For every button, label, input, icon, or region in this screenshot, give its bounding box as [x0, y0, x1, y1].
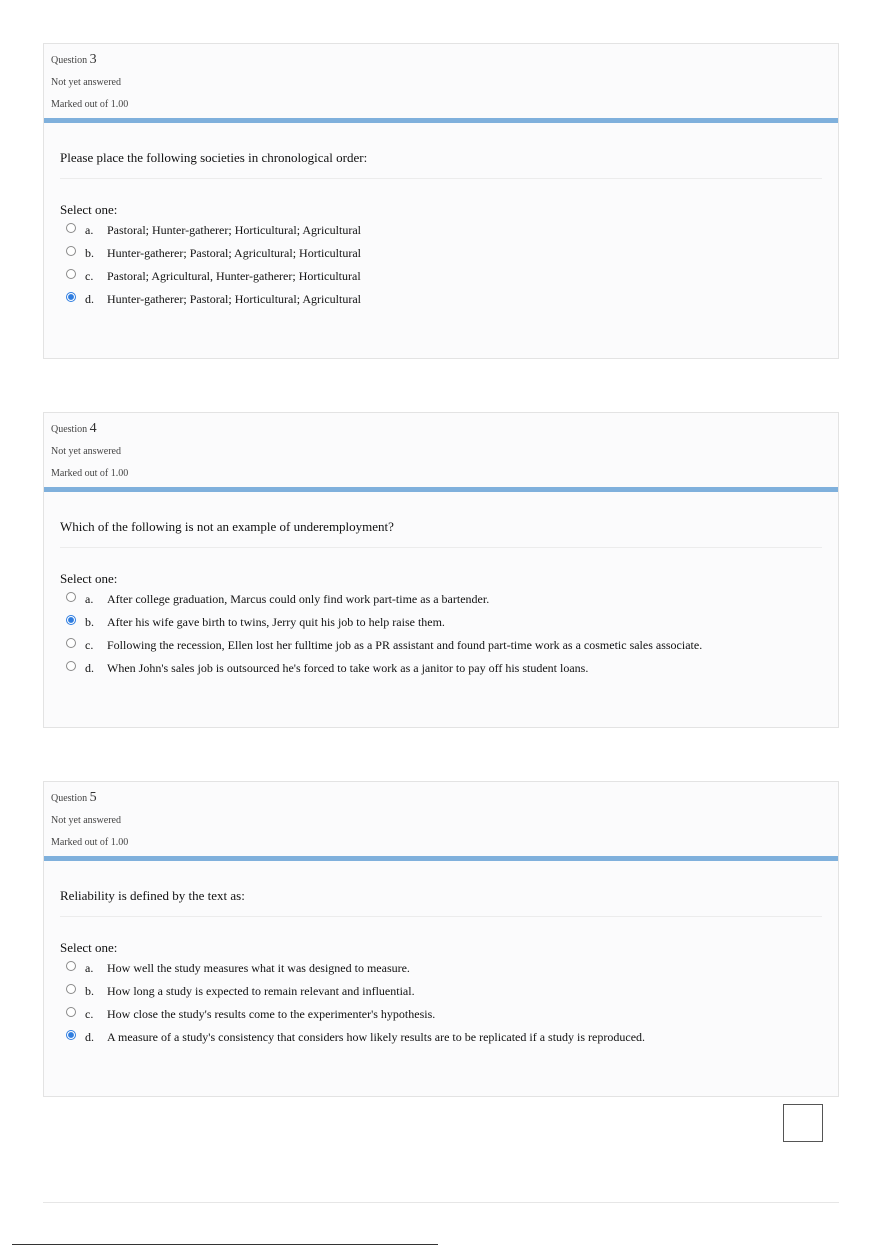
- question-text: Which of the following is not an example of underemployment?: [60, 519, 394, 534]
- option-letter: a.: [85, 592, 94, 606]
- question-info: [44, 782, 838, 857]
- navigation-button[interactable]: [783, 1104, 823, 1142]
- option-text[interactable]: A measure of a study's consistency that considers how likely results are to be replicated if a study is reproduced.: [107, 1030, 646, 1044]
- question-mark: Marked out of 1.00: [51, 468, 129, 479]
- radio-button[interactable]: [66, 592, 76, 602]
- radio-button[interactable]: [66, 984, 76, 994]
- option-letter: c.: [85, 638, 94, 652]
- question-number-value: 5: [89, 790, 97, 805]
- question-number-value: 4: [89, 421, 97, 436]
- option-text[interactable]: How long a study is expected to remain relevant and influential.: [107, 984, 415, 998]
- answer-option[interactable]: [66, 1004, 826, 1027]
- radio-button[interactable]: [66, 1007, 76, 1017]
- answer-option[interactable]: [66, 658, 826, 681]
- question-number-value: 3: [89, 52, 97, 67]
- answer-option[interactable]: [66, 243, 826, 266]
- question-number: Question 3: [51, 52, 97, 67]
- divider: [60, 916, 822, 917]
- option-letter: a.: [85, 223, 94, 237]
- question-accent-bar: [44, 856, 838, 861]
- answer-option[interactable]: [66, 635, 826, 658]
- option-text[interactable]: When John's sales job is outsourced he's forced to take work as a janitor to pay off his student loans.: [107, 661, 589, 675]
- answer-option[interactable]: [66, 981, 826, 1004]
- question-state: Not yet answered: [51, 815, 121, 826]
- option-letter: c.: [85, 1007, 94, 1021]
- question-info: [44, 44, 838, 119]
- footer-line: [12, 1244, 438, 1245]
- question-card: [43, 412, 839, 728]
- answer-list: [66, 589, 826, 681]
- option-text[interactable]: How well the study measures what it was designed to measure.: [107, 961, 410, 975]
- answer-option[interactable]: [66, 266, 826, 289]
- question-text: Reliability is defined by the text as:: [60, 888, 245, 903]
- option-text[interactable]: Pastoral; Hunter-gatherer; Horticultural; Agricultural: [107, 223, 362, 237]
- answer-option[interactable]: [66, 220, 826, 243]
- radio-button[interactable]: [66, 961, 76, 971]
- question-state: Not yet answered: [51, 77, 121, 88]
- option-text[interactable]: After his wife gave birth to twins, Jerry quit his job to help raise them.: [107, 615, 445, 629]
- answer-list: [66, 958, 826, 1050]
- option-text[interactable]: Hunter-gatherer; Pastoral; Agricultural; Horticultural: [107, 246, 362, 260]
- radio-button[interactable]: [66, 1030, 76, 1040]
- radio-button[interactable]: [66, 638, 76, 648]
- radio-button[interactable]: [66, 246, 76, 256]
- question-info: [44, 413, 838, 488]
- answer-option[interactable]: [66, 289, 826, 312]
- radio-button[interactable]: [66, 223, 76, 233]
- select-one-prompt: Select one:: [60, 202, 118, 217]
- question-mark: Marked out of 1.00: [51, 837, 129, 848]
- option-letter: a.: [85, 961, 94, 975]
- option-letter: c.: [85, 269, 94, 283]
- question-number: Question 4: [51, 421, 97, 436]
- option-text[interactable]: Pastoral; Agricultural, Hunter-gatherer; Horticultural: [107, 269, 361, 283]
- option-text[interactable]: Following the recession, Ellen lost her fulltime job as a PR assistant and found part-time work as a cosmetic sales associate.: [107, 638, 703, 652]
- answer-list: [66, 220, 826, 312]
- answer-option[interactable]: [66, 958, 826, 981]
- option-letter: b.: [85, 615, 94, 629]
- option-letter: d.: [85, 1030, 94, 1044]
- answer-option[interactable]: [66, 612, 826, 635]
- option-text[interactable]: Hunter-gatherer; Pastoral; Horticultural; Agricultural: [107, 292, 362, 306]
- question-mark: Marked out of 1.00: [51, 99, 129, 110]
- question-accent-bar: [44, 487, 838, 492]
- radio-button[interactable]: [66, 292, 76, 302]
- select-one-prompt: Select one:: [60, 940, 118, 955]
- answer-option[interactable]: [66, 589, 826, 612]
- question-state: Not yet answered: [51, 446, 121, 457]
- page-divider: [43, 1202, 839, 1203]
- question-card: [43, 43, 839, 359]
- radio-button[interactable]: [66, 615, 76, 625]
- select-one-prompt: Select one:: [60, 571, 118, 586]
- option-text[interactable]: After college graduation, Marcus could only find work part-time as a bartender.: [107, 592, 490, 606]
- question-number: Question 5: [51, 790, 97, 805]
- radio-button[interactable]: [66, 269, 76, 279]
- question-text: Please place the following societies in chronological order:: [60, 150, 368, 165]
- question-accent-bar: [44, 118, 838, 123]
- question-card: [43, 781, 839, 1097]
- divider: [60, 547, 822, 548]
- option-letter: b.: [85, 984, 94, 998]
- radio-button[interactable]: [66, 661, 76, 671]
- option-letter: d.: [85, 661, 94, 675]
- option-letter: b.: [85, 246, 94, 260]
- option-text[interactable]: How close the study's results come to the experimenter's hypothesis.: [107, 1007, 436, 1021]
- answer-option[interactable]: [66, 1027, 826, 1050]
- option-letter: d.: [85, 292, 94, 306]
- divider: [60, 178, 822, 179]
